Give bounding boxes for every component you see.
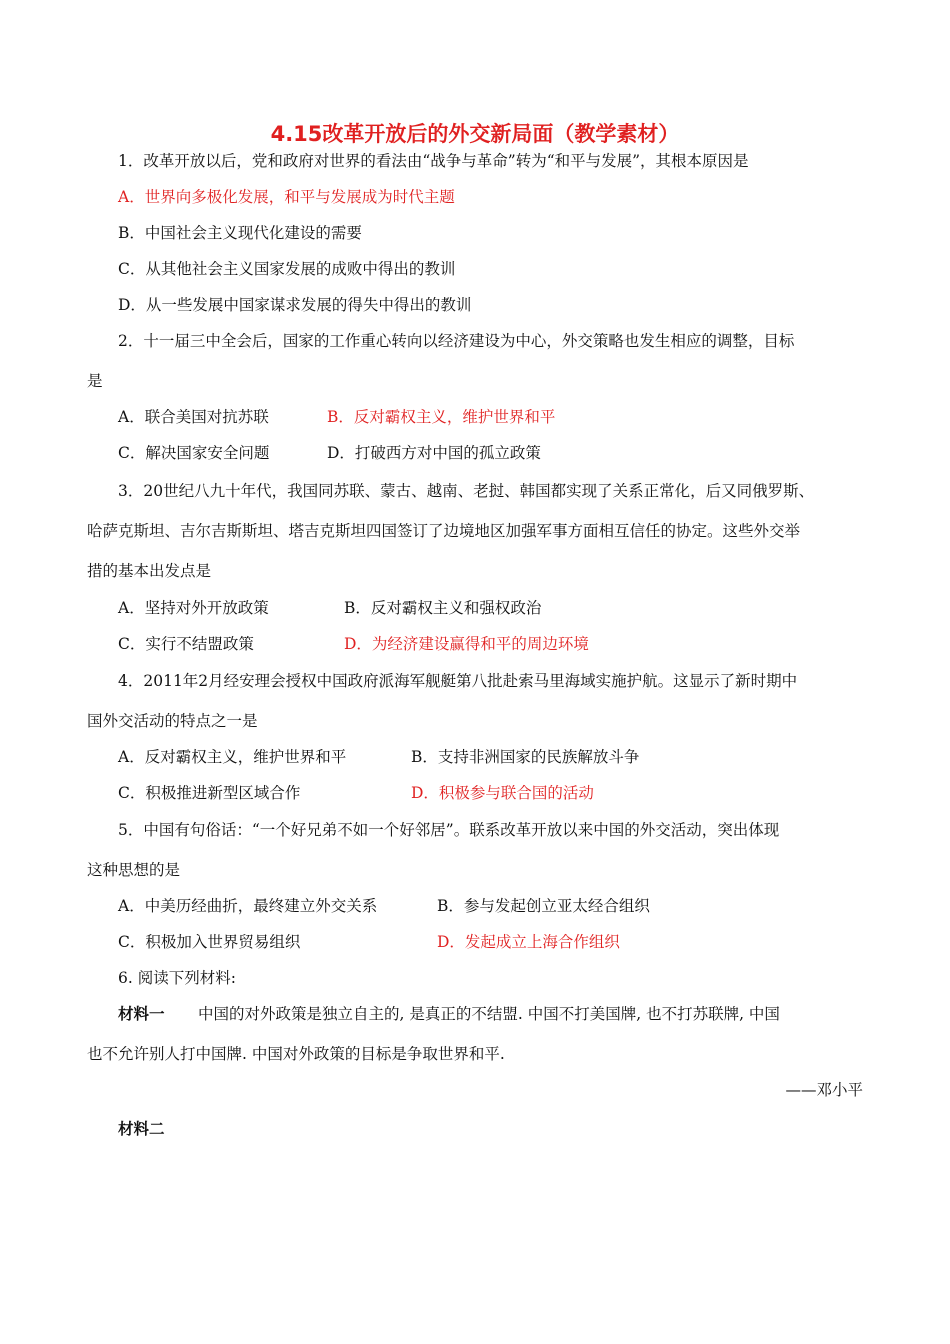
question-3-option-c: C．实行不结盟政策 [118, 635, 254, 653]
question-2-option-b-answer: B．反对霸权主义，维护世界和平 [327, 408, 556, 426]
question-1-option-c: C．从其他社会主义国家发展的成败中得出的教训 [118, 260, 456, 278]
question-5-option-a: A．中美历经曲折，最终建立外交关系 [118, 897, 378, 915]
material-2-label: 材料二 [118, 1119, 165, 1138]
question-2-option-c: C．解决国家安全问题 [118, 444, 270, 462]
question-1-option-a-answer: A．世界向多极化发展，和平与发展成为时代主题 [118, 188, 455, 206]
page-title: 4.15改革开放后的外交新局面（教学素材） [270, 122, 680, 146]
question-3-option-d-answer: D．为经济建设赢得和平的周边环境 [344, 635, 589, 653]
question-5-option-b: B．参与发起创立亚太经合组织 [437, 897, 650, 915]
material-1-label: 材料一 [118, 1004, 165, 1023]
question-5-stem-cont: 这种思想的是 [87, 861, 181, 879]
question-4-option-b: B．支持非洲国家的民族解放斗争 [411, 748, 640, 766]
question-3-stem: 3．20世纪八九十年代，我国同苏联、蒙古、越南、老挝、韩国都实现了关系正常化，后又同俄罗斯、 [118, 482, 815, 500]
question-2-option-d: D．打破西方对中国的孤立政策 [327, 444, 541, 462]
question-3-option-b: B．反对霸权主义和强权政治 [344, 599, 542, 617]
question-2-option-a: A．联合美国对抗苏联 [118, 408, 269, 426]
question-4-stem-cont: 国外交活动的特点之一是 [87, 712, 258, 730]
question-6-stem: 6. 阅读下列材料: [118, 969, 236, 987]
question-1-option-d: D．从一些发展中国家谋求发展的得失中得出的教训 [118, 296, 472, 314]
question-5-stem: 5．中国有句俗话：“一个好兄弟不如一个好邻居”。联系改革开放以来中国的外交活动，突出体现 [118, 821, 780, 839]
question-4-option-d-answer: D．积极参与联合国的活动 [411, 784, 594, 802]
question-3-stem-cont-2: 措的基本出发点是 [87, 562, 212, 580]
question-3-option-a: A．坚持对外开放政策 [118, 599, 269, 617]
question-5-option-d-answer: D．发起成立上海合作组织 [437, 933, 620, 951]
question-3-stem-cont-1: 哈萨克斯坦、吉尔吉斯斯坦、塔吉克斯坦四国签订了边境地区加强军事方面相互信任的协定。这些外交举 [87, 522, 801, 540]
question-4-option-a: A．反对霸权主义，维护世界和平 [118, 748, 347, 766]
material-1-text: 中国的对外政策是独立自主的, 是真正的不结盟. 中国不打美国牌, 也不打苏联牌, 中国 [198, 1005, 780, 1023]
question-4-stem: 4．2011年2月经安理会授权中国政府派海军舰艇第八批赴索马里海域实施护航。这显示了新时期中 [118, 672, 798, 690]
question-5-option-c: C．积极加入世界贸易组织 [118, 933, 301, 951]
material-1-text-cont: 也不允许别人打中国牌. 中国对外政策的目标是争取世界和平. [87, 1045, 505, 1063]
question-1-option-b: B．中国社会主义现代化建设的需要 [118, 224, 362, 242]
question-4-option-c: C．积极推进新型区域合作 [118, 784, 301, 802]
material-1-source: ——邓小平 [785, 1081, 863, 1099]
question-2-stem: 2．十一届三中全会后，国家的工作重心转向以经济建设为中心，外交策略也发生相应的调整，目标 [118, 332, 795, 350]
question-2-stem-cont: 是 [87, 372, 103, 390]
question-1-stem: 1．改革开放以后，党和政府对世界的看法由“战争与革命”转为“和平与发展”，其根本原因是 [118, 152, 749, 170]
